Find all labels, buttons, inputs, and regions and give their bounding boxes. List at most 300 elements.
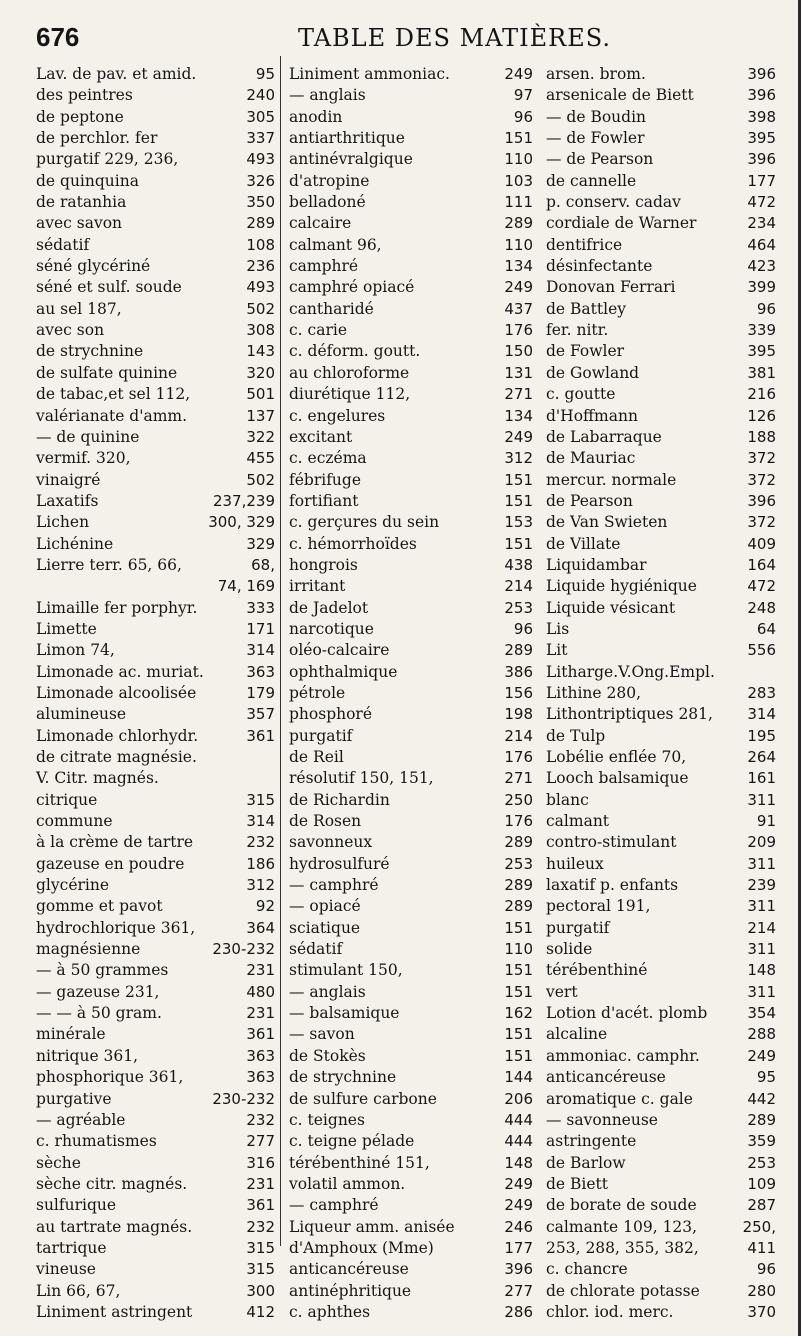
entry-pages: 151 [504, 129, 533, 148]
entry-term: 253, 288, 355, 382, [546, 1238, 699, 1257]
entry-term: — savon [289, 1025, 355, 1044]
entry-term: citrique [36, 790, 98, 809]
index-entry [36, 1302, 275, 1323]
index-entry [289, 1067, 533, 1088]
entry-term: sulfurique [36, 1196, 117, 1215]
index-entry [289, 683, 533, 704]
entry-pages: 250, [742, 1217, 776, 1236]
entry-term: de Jadelot [289, 598, 369, 617]
index-entry [36, 619, 275, 640]
index-entry [289, 939, 533, 960]
entry-pages: 249 [504, 278, 533, 297]
entry-pages: 96 [513, 107, 533, 126]
index-entry [36, 1153, 275, 1174]
entry-pages: 289 [747, 1110, 776, 1129]
index-entry [546, 1024, 776, 1045]
index-entry [36, 256, 275, 277]
index-entry [546, 235, 776, 256]
entry-pages: 216 [747, 385, 776, 404]
entry-term: vineuse [36, 1260, 96, 1279]
entry-pages: 289 [504, 641, 533, 660]
entry-pages: 354 [747, 1004, 776, 1023]
index-entry [546, 811, 776, 832]
entry-pages: 131 [504, 363, 533, 382]
entry-pages: 110 [504, 150, 533, 169]
entry-pages: 314 [246, 812, 275, 831]
index-column-1 [36, 64, 275, 1321]
index-columns [36, 64, 776, 1321]
entry-pages: 322 [246, 427, 275, 446]
entry-term: de tabac,et sel 112, [36, 385, 191, 404]
index-entry [36, 320, 275, 341]
entry-pages: 472 [747, 193, 776, 212]
entry-term: antinévralgique [289, 150, 413, 169]
index-entry [289, 726, 533, 747]
entry-pages: 230-232 [212, 940, 275, 959]
entry-term: calmant 96, [289, 235, 382, 254]
index-entry [36, 1281, 275, 1302]
index-entry [289, 1281, 533, 1302]
entry-term: d'Amphoux (Mme) [289, 1238, 434, 1257]
index-entry [289, 854, 533, 875]
entry-term: tartrique [36, 1238, 107, 1257]
entry-pages: 164 [747, 555, 776, 574]
page-number: 676 [36, 22, 80, 52]
entry-term: calmante 109, 123, [546, 1217, 698, 1236]
index-entry [546, 619, 776, 640]
entry-pages: 311 [747, 854, 776, 873]
entry-pages: 230-232 [212, 1089, 275, 1108]
entry-pages: 134 [504, 257, 533, 276]
index-entry [36, 470, 275, 491]
index-entry [36, 790, 275, 811]
entry-pages: 177 [747, 171, 776, 190]
entry-term: c. engelures [289, 406, 386, 425]
entry-pages: 361 [246, 1025, 275, 1044]
entry-pages: 231 [246, 1174, 275, 1193]
entry-pages: 206 [504, 1089, 533, 1108]
entry-pages: 161 [747, 769, 776, 788]
entry-pages: 179 [246, 683, 275, 702]
entry-pages: 311 [747, 790, 776, 809]
index-entry [546, 662, 776, 683]
index-entry [546, 939, 776, 960]
entry-pages: 314 [747, 705, 776, 724]
entry-pages: 151 [504, 1046, 533, 1065]
index-entry [546, 171, 776, 192]
entry-term: nitrique 361, [36, 1046, 139, 1065]
index-entry [36, 1217, 275, 1238]
entry-term: magnésienne [36, 940, 141, 959]
entry-term: Lithine 280, [546, 683, 642, 702]
entry-pages: 232 [246, 1217, 275, 1236]
entry-term: c. aphthes [289, 1302, 371, 1321]
index-entry [546, 406, 776, 427]
entry-term: séné glycériné [36, 257, 151, 276]
entry-term: cantharidé [289, 299, 374, 318]
entry-pages: 171 [246, 619, 275, 638]
entry-pages: 110 [504, 940, 533, 959]
entry-pages: 249 [747, 1046, 776, 1065]
index-entry [289, 192, 533, 213]
entry-pages: 277 [246, 1132, 275, 1151]
index-entry [289, 384, 533, 405]
entry-pages: 151 [504, 918, 533, 937]
entry-term: de Battley [546, 299, 626, 318]
entry-term: aromatique c. gale [546, 1089, 693, 1108]
entry-term: Lin 66, 67, [36, 1281, 121, 1300]
entry-pages: 95 [255, 65, 275, 83]
entry-pages: 214 [504, 577, 533, 596]
index-entry [36, 598, 275, 619]
entry-pages: 280 [747, 1281, 776, 1300]
index-entry [546, 726, 776, 747]
page-header [36, 22, 765, 56]
index-entry [36, 149, 275, 170]
index-entry [36, 299, 275, 320]
entry-term: — de Boudin [546, 107, 647, 126]
entry-pages: 464 [747, 235, 776, 254]
index-entry [546, 64, 776, 85]
entry-pages: 264 [747, 748, 776, 766]
entry-pages: 156 [504, 683, 533, 702]
index-entry [546, 277, 776, 298]
index-entry [289, 747, 533, 768]
index-entry [546, 896, 776, 917]
entry-pages: 126 [747, 406, 776, 425]
entry-pages: 68, [251, 555, 275, 574]
entry-pages: 370 [747, 1302, 776, 1321]
entry-term: Looch balsamique [546, 769, 689, 788]
index-entry [546, 1302, 776, 1323]
index-entry [36, 982, 275, 1003]
index-entry [36, 491, 275, 512]
entry-term: c. gerçures du sein [289, 513, 440, 532]
entry-term: d'Hoffmann [546, 406, 638, 425]
entry-term: Limette [36, 619, 97, 638]
entry-term: Litharge.V.Ong.Empl. [546, 662, 715, 681]
index-entry [289, 256, 533, 277]
index-entry [546, 1153, 776, 1174]
entry-term: sèche [36, 1153, 81, 1172]
index-entry [546, 363, 776, 384]
index-entry [289, 790, 533, 811]
index-entry [546, 598, 776, 619]
entry-term: sciatique [289, 918, 361, 937]
entry-pages: 248 [747, 598, 776, 617]
entry-pages: 315 [246, 1260, 275, 1279]
entry-pages: 239 [747, 876, 776, 895]
entry-pages: 312 [246, 876, 275, 895]
entry-term: au chloroforme [289, 363, 410, 382]
entry-term: purgatif [289, 726, 353, 745]
entry-pages: 253 [504, 598, 533, 617]
entry-term: Lichen [36, 513, 90, 532]
index-entry [289, 768, 533, 789]
index-entry [546, 149, 776, 170]
entry-term: c. carie [289, 321, 347, 340]
entry-term: des peintres [36, 86, 133, 105]
index-entry [546, 320, 776, 341]
entry-term: d'atropine [289, 171, 370, 190]
index-entry [289, 534, 533, 555]
entry-pages: 326 [246, 171, 275, 190]
entry-term: dentifrice [546, 235, 623, 254]
entry-term: V. Citr. magnés. [36, 769, 159, 788]
index-entry [546, 1110, 776, 1131]
entry-term: sèche citr. magnés. [36, 1174, 188, 1193]
entry-pages: 246 [504, 1217, 533, 1236]
index-entry [36, 1195, 275, 1216]
index-entry [546, 1281, 776, 1302]
index-entry [289, 491, 533, 512]
index-entry [546, 790, 776, 811]
index-entry [289, 448, 533, 469]
index-entry [289, 555, 533, 576]
index-entry [36, 768, 275, 789]
entry-term: astringente [546, 1132, 637, 1151]
index-entry [36, 85, 275, 106]
entry-pages: 399 [747, 278, 776, 297]
index-entry [546, 1195, 776, 1216]
entry-term: de Barlow [546, 1153, 626, 1172]
entry-pages: 556 [747, 641, 776, 660]
index-entry [289, 427, 533, 448]
entry-pages: 386 [504, 662, 533, 681]
entry-pages: 409 [747, 534, 776, 553]
entry-term: phosphorique 361, [36, 1068, 184, 1087]
index-entry [289, 896, 533, 917]
index-entry [289, 1259, 533, 1280]
entry-term: de Mauriac [546, 449, 636, 468]
entry-pages: 359 [747, 1132, 776, 1151]
entry-term: narcotique [289, 619, 374, 638]
entry-pages: 444 [504, 1132, 533, 1151]
entry-term: contro-stimulant [546, 833, 677, 852]
entry-term: Liquide vésicant [546, 598, 676, 617]
entry-pages: 315 [246, 790, 275, 809]
index-entry [36, 854, 275, 875]
entry-term: camphré opiacé [289, 278, 415, 297]
entry-pages: 111 [504, 193, 533, 212]
entry-term: Lit [546, 641, 568, 660]
entry-term: Limonade chlorhydr. [36, 726, 199, 745]
entry-pages: 363 [246, 1046, 275, 1065]
index-entry [546, 918, 776, 939]
entry-term: vermif. 320, [36, 449, 131, 468]
index-entry [289, 1238, 533, 1259]
index-entry [289, 406, 533, 427]
index-entry [36, 363, 275, 384]
index-entry [289, 363, 533, 384]
entry-term: térébenthiné 151, [289, 1153, 430, 1172]
entry-pages: 396 [747, 86, 776, 105]
entry-pages: 186 [246, 854, 275, 873]
index-entry [289, 982, 533, 1003]
index-entry [546, 768, 776, 789]
entry-pages: 315 [246, 1238, 275, 1257]
index-entry [546, 192, 776, 213]
entry-pages: 64 [756, 619, 776, 638]
entry-term: de strychnine [289, 1068, 397, 1087]
index-entry [289, 1174, 533, 1195]
index-column-2 [289, 64, 533, 1321]
entry-term: anticancéreuse [289, 1260, 409, 1279]
entry-pages: 412 [246, 1302, 275, 1321]
entry-pages: 350 [246, 193, 275, 212]
index-entry [546, 256, 776, 277]
entry-term: désinfectante [546, 257, 653, 276]
entry-term: à la crème de tartre [36, 833, 194, 852]
entry-pages: 232 [246, 1110, 275, 1129]
entry-term: — camphré [289, 1196, 379, 1215]
entry-pages: 493 [246, 278, 275, 297]
entry-term: phosphoré [289, 705, 373, 724]
index-entry [36, 213, 275, 234]
entry-term: irritant [289, 577, 346, 596]
entry-term: avec savon [36, 214, 123, 233]
index-entry [546, 1089, 776, 1110]
entry-pages: 237,239 [212, 491, 275, 510]
entry-pages: 144 [504, 1068, 533, 1087]
entry-term: — anglais [289, 982, 366, 1001]
entry-term: commune [36, 812, 113, 831]
entry-term: Lotion d'acét. plomb [546, 1004, 708, 1023]
entry-term: Lichénine [36, 534, 114, 553]
index-entry [546, 960, 776, 981]
entry-pages: 493 [246, 150, 275, 169]
entry-pages: 96 [756, 299, 776, 318]
index-entry [36, 1089, 275, 1110]
entry-pages: 250 [504, 790, 533, 809]
entry-pages: 438 [504, 555, 533, 574]
entry-term: volatil ammon. [289, 1174, 406, 1193]
entry-pages: 176 [504, 321, 533, 340]
entry-term: solide [546, 940, 593, 959]
entry-term: Liquidambar [546, 555, 647, 574]
entry-term: — de Pearson [546, 150, 654, 169]
entry-term: diurétique 112, [289, 385, 411, 404]
entry-term: excitant [289, 427, 353, 446]
entry-pages: 337 [246, 129, 275, 148]
entry-pages: 311 [747, 897, 776, 916]
entry-pages: 198 [504, 705, 533, 724]
entry-term: de Pearson [546, 491, 633, 510]
entry-pages: 214 [504, 726, 533, 745]
index-entry [546, 107, 776, 128]
entry-term: glycérine [36, 876, 110, 895]
entry-pages: 231 [246, 961, 275, 980]
entry-term: Limonade ac. muriat. [36, 662, 204, 681]
entry-pages: 176 [504, 748, 533, 766]
index-entry [289, 1195, 533, 1216]
index-entry [546, 448, 776, 469]
entry-pages: 311 [747, 982, 776, 1001]
entry-pages: 320 [246, 363, 275, 382]
index-entry [36, 832, 275, 853]
entry-pages: 472 [747, 577, 776, 596]
index-entry [289, 875, 533, 896]
entry-pages: 288 [747, 1025, 776, 1044]
index-entry [36, 1024, 275, 1045]
entry-pages: 308 [246, 321, 275, 340]
entry-term: c. teignes [289, 1110, 365, 1129]
entry-term: anticancéreuse [546, 1068, 666, 1087]
entry-term: fébrifuge [289, 470, 362, 489]
index-entry [289, 1024, 533, 1045]
index-entry [36, 384, 275, 405]
entry-pages: 176 [504, 812, 533, 831]
index-entry [36, 747, 275, 768]
entry-pages: 286 [504, 1302, 533, 1321]
entry-term: de Villate [546, 534, 621, 553]
index-entry [289, 1089, 533, 1110]
entry-term: hongrois [289, 555, 358, 574]
entry-pages: 214 [747, 918, 776, 937]
entry-term: résolutif 150, 151, [289, 769, 434, 788]
entry-pages: 253 [504, 854, 533, 873]
index-entry [546, 534, 776, 555]
entry-term: de peptone [36, 107, 124, 126]
entry-term: c. chancre [546, 1260, 628, 1279]
index-entry [546, 576, 776, 597]
entry-pages: 177 [504, 1238, 533, 1257]
entry-term: pétrole [289, 683, 346, 702]
entry-term: de perchlor. fer [36, 129, 158, 148]
index-entry [289, 1153, 533, 1174]
entry-term: de Rosen [289, 812, 362, 831]
entry-term: de sulfure carbone [289, 1089, 437, 1108]
entry-pages: 97 [513, 86, 533, 105]
entry-term: laxatif p. enfants [546, 876, 679, 895]
entry-term: c. hémorrhoïdes [289, 534, 417, 553]
entry-term: purgatif [546, 918, 610, 937]
entry-pages: 312 [504, 449, 533, 468]
index-entry [546, 213, 776, 234]
entry-term: fortifiant [289, 491, 359, 510]
entry-term: Limon 74, [36, 641, 115, 660]
entry-term: fer. nitr. [546, 321, 609, 340]
entry-pages: 442 [747, 1089, 776, 1108]
index-entry [289, 512, 533, 533]
entry-pages: 339 [747, 321, 776, 340]
index-entry [36, 341, 275, 362]
entry-pages: 480 [246, 982, 275, 1001]
index-entry [546, 491, 776, 512]
entry-term: vert [546, 982, 578, 1001]
index-entry [289, 128, 533, 149]
entry-pages: 502 [246, 299, 275, 318]
index-entry [289, 1131, 533, 1152]
entry-term: hydrochlorique 361, [36, 918, 196, 937]
index-entry [36, 640, 275, 661]
entry-pages: 311 [747, 940, 776, 959]
entry-pages: 188 [747, 427, 776, 446]
entry-pages: 234 [747, 214, 776, 233]
entry-pages: 148 [747, 961, 776, 980]
entry-pages: 289 [504, 833, 533, 852]
entry-pages: 195 [747, 726, 776, 745]
index-entry [36, 918, 275, 939]
entry-term: Liquide hygiénique [546, 577, 697, 596]
entry-term: de ratanhia [36, 193, 127, 212]
index-entry [289, 662, 533, 683]
entry-pages: 253 [747, 1153, 776, 1172]
index-entry [36, 960, 275, 981]
entry-term: de Biett [546, 1174, 608, 1193]
entry-term: — savonneuse [546, 1110, 658, 1129]
entry-term: — à 50 grammes [36, 961, 169, 980]
